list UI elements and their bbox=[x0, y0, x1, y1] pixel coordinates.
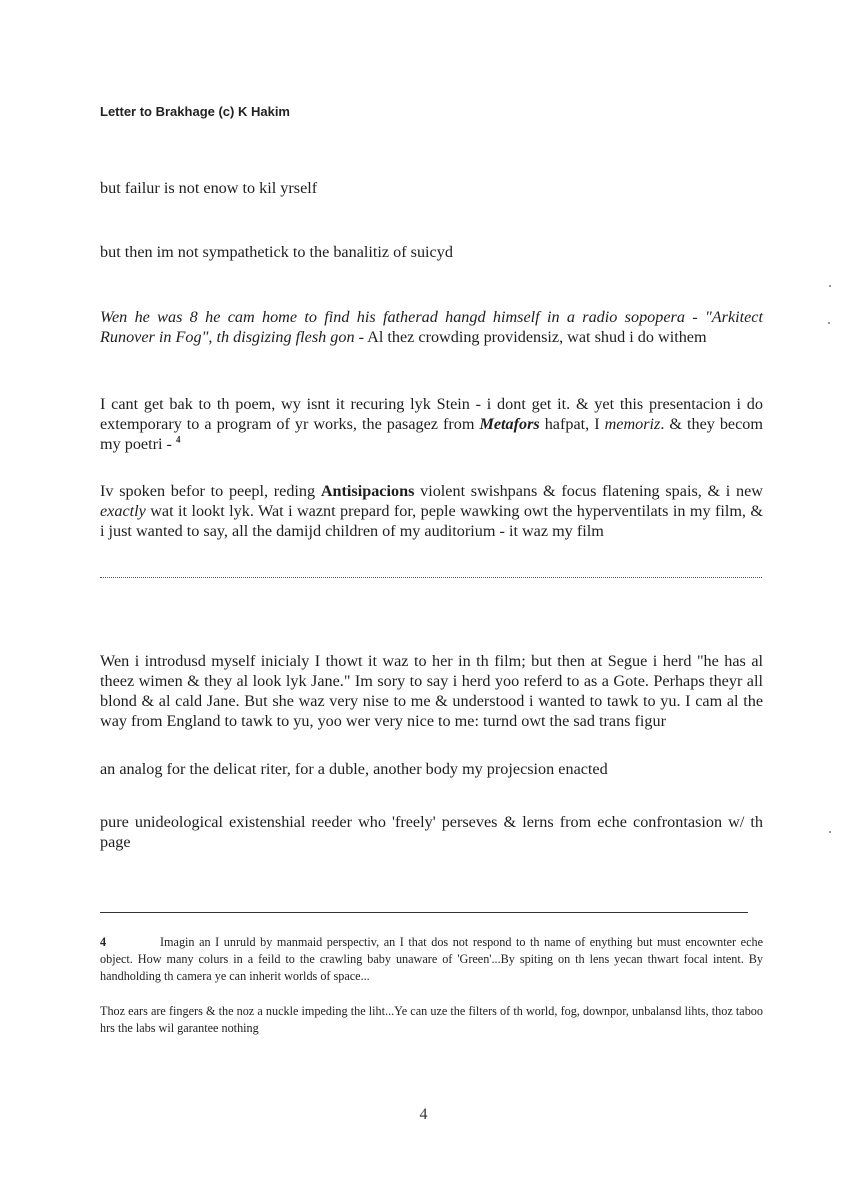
paragraph-3-rest: - Al thez crowding providensiz, wat shud i do withem bbox=[354, 328, 707, 346]
footnote-number: 4 bbox=[100, 935, 107, 949]
paragraph-5-c: wat it lookt lyk. Wat i waznt prepard for, peple wawking owt the hyperventilats in my film, & i just wanted to say, all the damijd children of my auditorium - it waz my film bbox=[100, 502, 763, 540]
document-header: Letter to Brakhage (c) K Hakim bbox=[100, 104, 290, 119]
paragraph-4-b: hafpat, I bbox=[539, 415, 605, 433]
paragraph-3 bbox=[100, 307, 763, 347]
paragraph-5-title: Antisipacions bbox=[320, 482, 415, 500]
paragraph-4-a: I cant get bak to th poem, wy isnt it recuring lyk Stein - i dont get it. & yet this presentacion i do extemporary to a program of yr works, the pasagez from bbox=[100, 395, 763, 433]
paragraph-5-italic: exactly bbox=[100, 502, 146, 520]
paragraph-5 bbox=[100, 481, 763, 541]
footnote-2: Thoz ears are fingers & the noz a nuckle impeding the liht...Ye can uze the filters of th world, fog, downpor, unbalansd lihts, thoz taboo hrs the labs wil garantee nothing bbox=[100, 1004, 763, 1035]
dotted-separator bbox=[100, 577, 762, 578]
footnote-1 bbox=[100, 934, 763, 985]
paragraph-5-b: violent swishpans & focus flatening spais, & i new bbox=[414, 482, 763, 500]
footnote-ref: 4 bbox=[175, 434, 181, 445]
scan-speck bbox=[828, 322, 830, 324]
paragraph-5-a: Iv spoken befor to peepl, reding bbox=[100, 482, 321, 500]
scan-speck bbox=[829, 285, 831, 287]
paragraph-3-italic: Wen he was 8 he cam home to find his fatherad hangd himself in a radio sopopera - "Arkitect Runover in Fog", th disgizing flesh gon bbox=[100, 308, 763, 346]
page-number: 4 bbox=[419, 1106, 428, 1123]
paragraph-4-title: Metafors bbox=[479, 415, 540, 433]
paragraph-4 bbox=[100, 394, 763, 454]
paragraph-1: but failur is not enow to kil yrself bbox=[100, 179, 318, 197]
paragraph-8: pure unideological existenshial reeder who 'freely' perseves & lerns from eche confrontasion w/ th page bbox=[100, 813, 763, 851]
paragraph-6: Wen i introdusd myself inicialy I thowt it waz to her in th film; but then at Segue i herd "he has al theez wimen & they al look lyk Jane." Im sory to say i herd yoo referd to as a Gote. Perhaps theyr all blond & al cald Jane. But she waz very nise to me & understood i wanted to tawk to yu. I cam al the way from England to tawk to yu, yoo wer very nice to me: turnd owt the sad trans figur bbox=[100, 652, 763, 730]
paragraph-4-c: . & they becom my poetri - bbox=[100, 415, 763, 453]
footnote-text-1: Imagin an I unruld by manmaid perspectiv, an I that dos not respond to th name of enything but must encownter eche object. How many colurs in a feild to the crawling baby unaware of 'Green'...By spiting on th lens yecan thwart focal intent. By handholding th camera ye can inherit worlds of space... bbox=[100, 935, 763, 983]
footnote-rule bbox=[100, 912, 748, 913]
paragraph-7: an analog for the delicat riter, for a duble, another body my projecsion enacted bbox=[100, 760, 608, 778]
scan-speck bbox=[829, 831, 831, 833]
paragraph-4-italic: memoriz bbox=[604, 415, 661, 433]
paragraph-2: but then im not sympathetick to the banalitiz of suicyd bbox=[100, 243, 453, 261]
